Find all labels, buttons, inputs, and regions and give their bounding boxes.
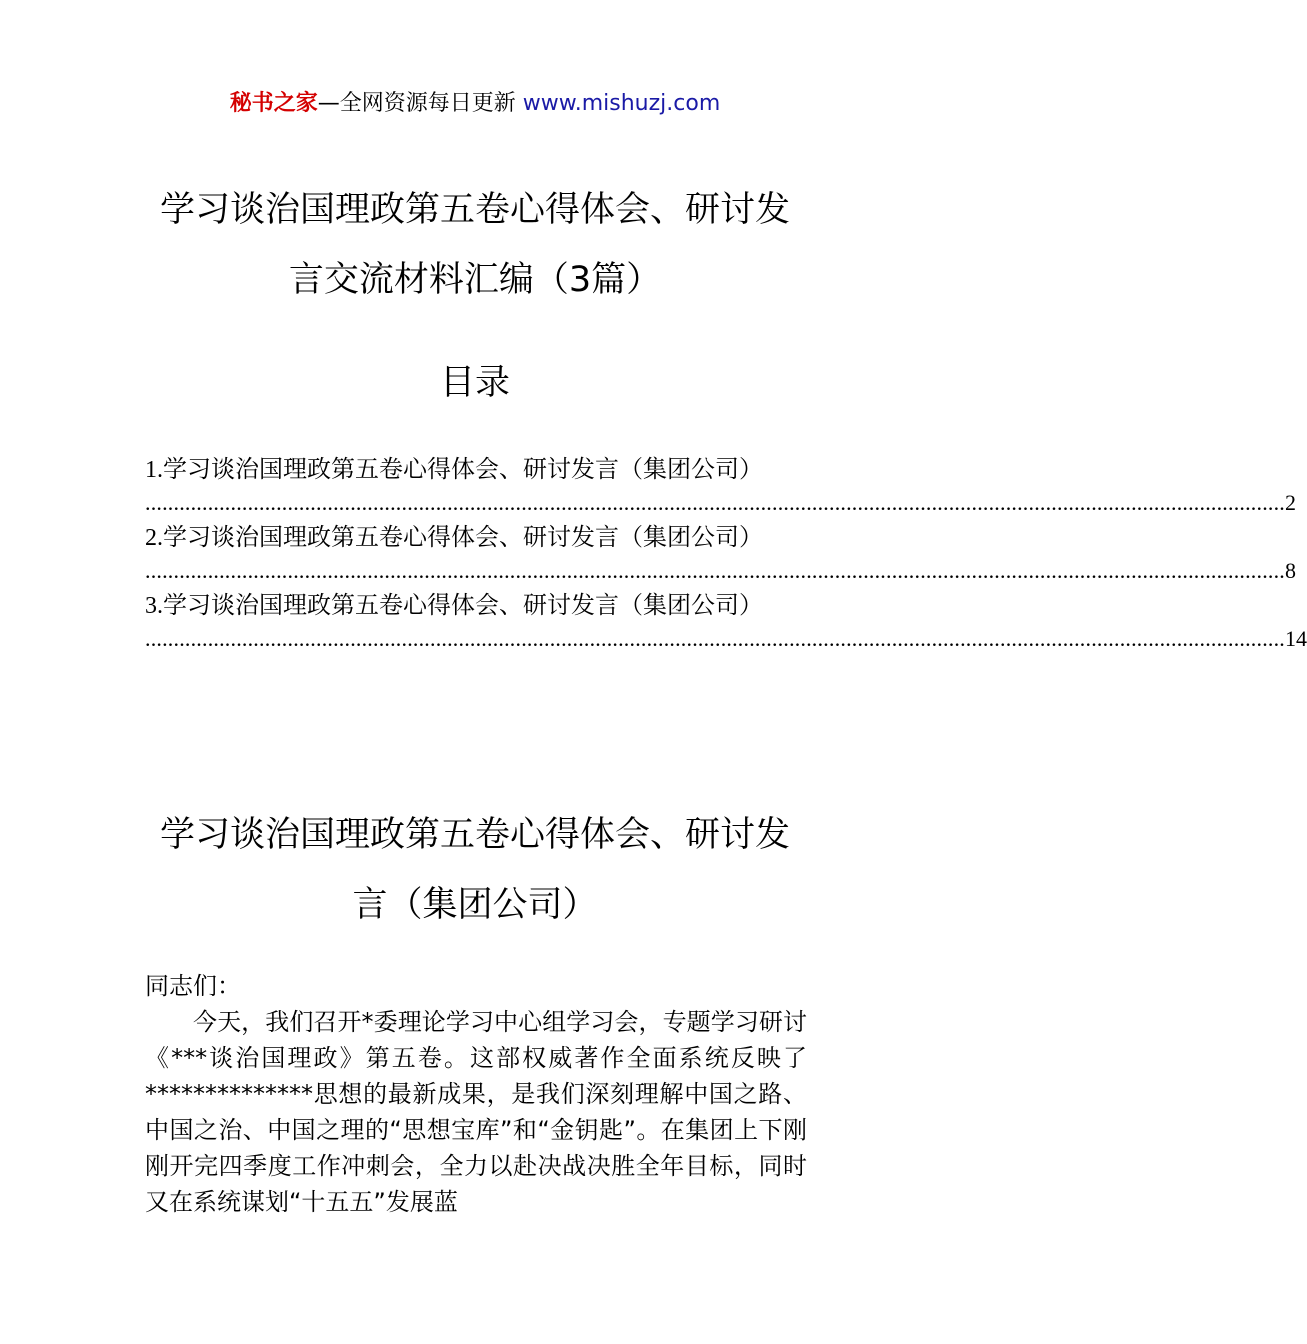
toc-item[interactable]	[145, 452, 1296, 520]
toc-item-text: 学习谈治国理政第五卷心得体会、研讨发言（集团公司）	[163, 591, 763, 619]
header-url-link[interactable]: www.mishuzj.com	[522, 91, 721, 116]
brand-name: 秘书之家	[229, 91, 318, 116]
article-title-line2: 言（集团公司）	[352, 885, 598, 925]
article-body	[145, 968, 807, 1220]
toc-leader-line	[145, 622, 1307, 656]
toc-item-title	[145, 452, 807, 486]
toc-item-title	[145, 520, 807, 554]
toc-item-number: 1.	[145, 457, 163, 483]
document-title	[140, 175, 810, 315]
article-title-line1: 学习谈治国理政第五卷心得体会、研讨发	[159, 815, 790, 855]
toc-leader-line	[145, 486, 1296, 520]
document-title-line2: 言交流材料汇编（3篇）	[288, 260, 662, 300]
body-paragraph: 今天，我们召开*委理论学习中心组学习会，专题学习研讨《***谈治国理政》第五卷。这部权威著作全面系统反映了**************思想的最新成果，是我们深刻理解中国之路、中国之治、中国之理的“思想宝库”和“金钥匙”。在集团上下刚刚开完四季度工作冲刺会，全力以赴决战决胜全年目标，同时又在系统谋划“十五五”发展蓝	[145, 1008, 807, 1216]
toc-dot-leader: ........................................................................................................................................................................................................	[145, 490, 1285, 515]
toc-item-number: 3.	[145, 593, 163, 619]
toc-item-title	[145, 588, 807, 622]
toc-heading: 目录	[439, 363, 510, 403]
toc-item-number: 2.	[145, 525, 163, 551]
toc-leader-line	[145, 554, 1296, 588]
toc-page-number: 2	[1285, 490, 1296, 515]
toc-page-number: 8	[1285, 558, 1296, 583]
toc-page-number: 14	[1285, 626, 1307, 651]
toc-item[interactable]	[145, 520, 1296, 588]
document-title-line1: 学习谈治国理政第五卷心得体会、研讨发	[159, 190, 790, 230]
toc-item-text: 学习谈治国理政第五卷心得体会、研讨发言（集团公司）	[163, 455, 763, 483]
table-of-contents	[145, 452, 1307, 656]
article-title	[140, 800, 810, 940]
toc-dot-leader: ........................................................................................................................................................................................................	[145, 558, 1285, 583]
salutation: 同志们：	[145, 972, 241, 1000]
site-header	[0, 89, 950, 119]
toc-dot-leader: ........................................................................................................................................................................................................	[145, 626, 1285, 651]
toc-item-text: 学习谈治国理政第五卷心得体会、研讨发言（集团公司）	[163, 523, 763, 551]
header-slogan: —全网资源每日更新	[317, 91, 516, 116]
toc-item[interactable]	[145, 588, 1307, 656]
